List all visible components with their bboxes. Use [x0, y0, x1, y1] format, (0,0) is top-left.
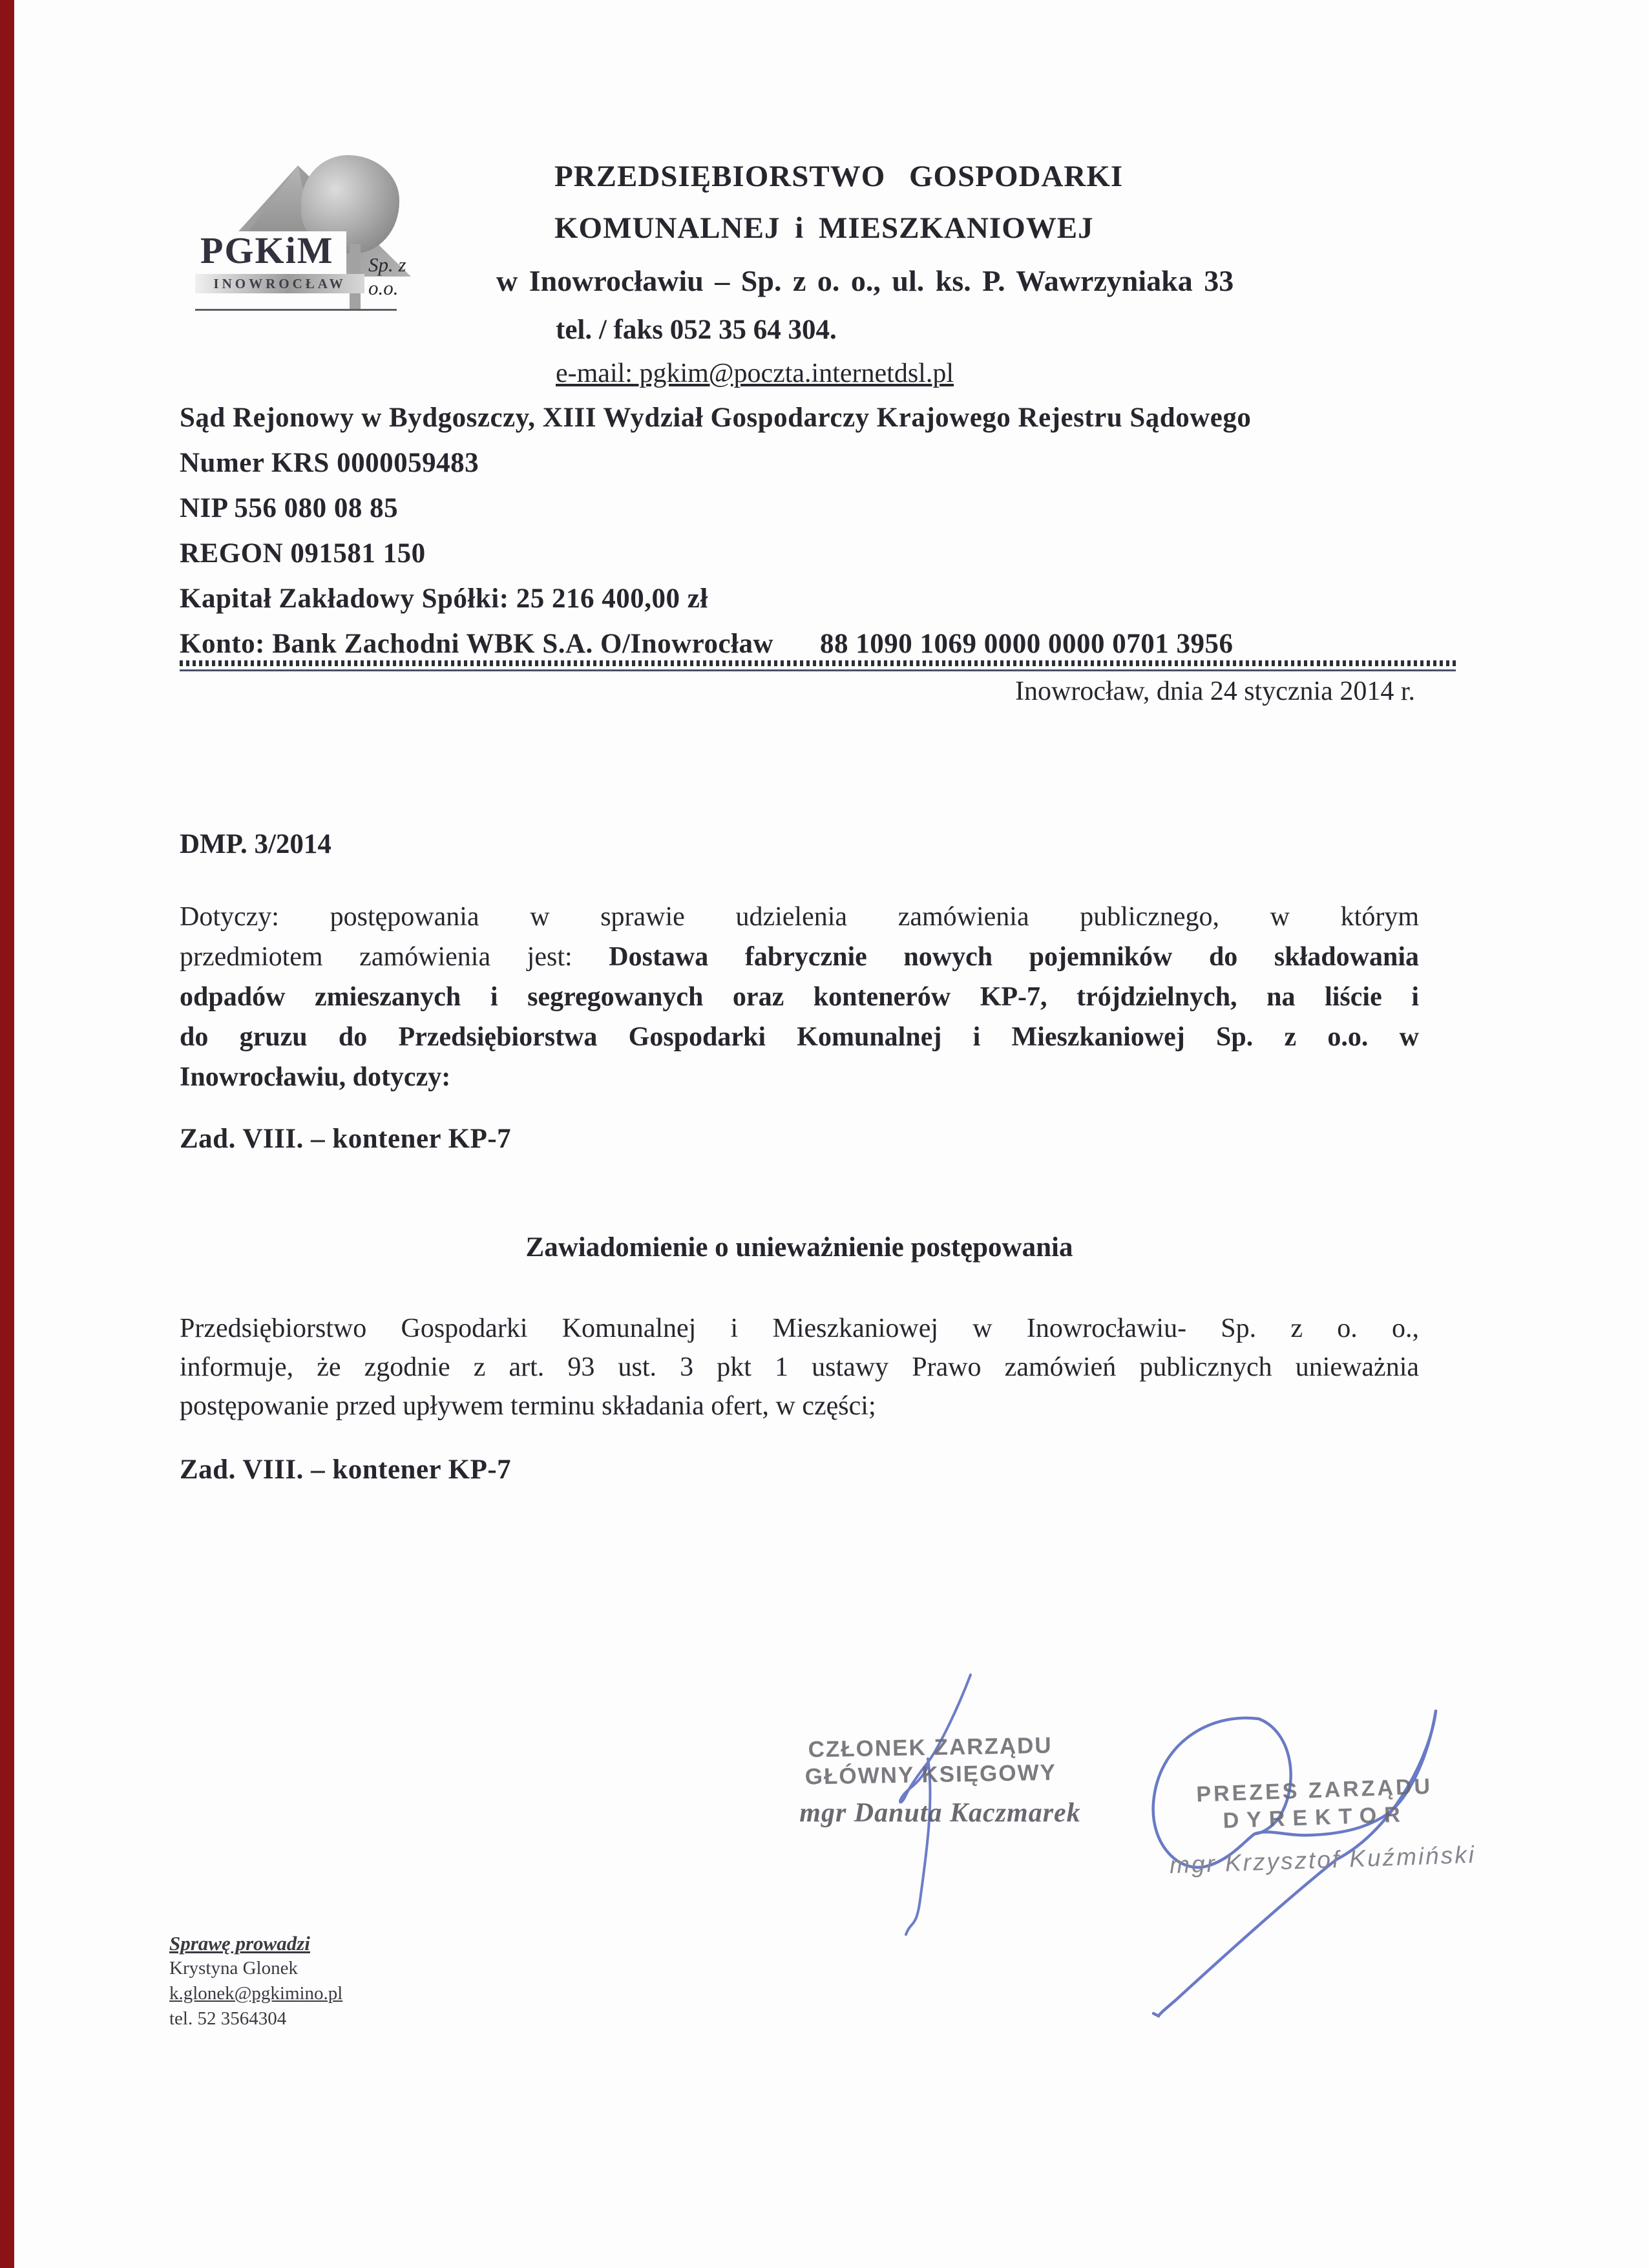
reference-number: DMP. 3/2014: [180, 829, 331, 859]
body-line: Przedsiębiorstwo Gospodarki Komunalnej i Mieszkaniowej w Inowrocławiu- Sp. z o. o.,: [180, 1314, 1419, 1343]
logo-company-suffix: Sp. z o.o.: [368, 253, 406, 299]
case-handler-heading: Sprawę prowadzi: [169, 1932, 310, 1955]
letterhead-line-1: PRZEDSIĘBIORSTWO GOSPODARKI: [554, 160, 1124, 193]
stamp-left-title-1: CZŁONEK ZARZĄDU: [808, 1732, 1053, 1763]
body-paragraph: [180, 1309, 1419, 1425]
logo-acronym: PGKiM: [200, 229, 334, 271]
logo-divider-line: [195, 309, 397, 311]
registry-regon-line: REGON 091581 150: [180, 538, 426, 569]
case-handler-email: k.glonek@pgkimino.pl: [169, 1983, 343, 2004]
subject-line: do gruzu do Przedsiębiorstwa Gospodarki Komunalnej i Mieszkaniowej Sp. z o.o. w: [180, 1022, 1419, 1052]
subject-line: przedmiotem zamówienia jest: Dostawa fabrycznie nowych pojemników do składowania: [180, 942, 1419, 972]
letterhead-line-2: KOMUNALNEJ i MIESZKANIOWEJ: [554, 211, 1094, 245]
registry-court-line: Sąd Rejonowy w Bydgoszczy, XIII Wydział Gospodarczy Krajowego Rejestru Sądowego: [180, 403, 1252, 433]
letterhead-address: w Inowrocławiu – Sp. z o. o., ul. ks. P. Wawrzyniaka 33: [496, 264, 1234, 297]
solid-separator-rule: [180, 669, 1456, 671]
registry-nip-line: NIP 556 080 08 85: [180, 493, 399, 523]
subject-line: odpadów zmieszanych i segregowanych oraz kontenerów KP-7, trójdzielnych, na liście i: [180, 982, 1419, 1012]
stamp-chief-accountant: [768, 1732, 1092, 1792]
bank-account-number: 88 1090 1069 0000 0000 0701 3956: [820, 629, 1234, 659]
stamp-right-title-1: PREZES ZARZĄDU: [1195, 1774, 1433, 1807]
notice-title: Zawiadomienie o unieważnienie postępowania: [525, 1232, 1073, 1263]
stamp-right-name: mgr Krzysztof Kuźmiński: [1169, 1841, 1476, 1879]
case-handler-block: [169, 1931, 342, 2032]
stamp-left-name: mgr Danuta Kaczmarek: [799, 1798, 1081, 1828]
registry-krs-line: Numer KRS 0000059483: [180, 448, 479, 478]
place-and-date-line: Inowrocław, dnia 24 stycznia 2014 r.: [1015, 677, 1415, 706]
body-line: informuje, że zgodnie z art. 93 ust. 3 pkt 1 ustawy Prawo zamówień publicznych unieważnia: [180, 1352, 1419, 1382]
dotted-separator-rule: [180, 660, 1456, 666]
subject-line: Inowrocławiu, dotyczy:: [180, 1062, 451, 1092]
letterhead-email: e-mail: pgkim@poczta.internetdsl.pl: [556, 359, 954, 388]
case-handler-phone: tel. 52 3564304: [169, 2008, 287, 2029]
bank-account-label: Konto: Bank Zachodni WBK S.A. O/Inowrocław: [180, 629, 774, 659]
letterhead-phone: tel. / faks 052 35 64 304.: [556, 315, 837, 345]
company-logo: [193, 147, 412, 319]
task-heading-2: Zad. VIII. – kontener KP-7: [180, 1454, 512, 1485]
scan-edge-artifact: [0, 0, 14, 2268]
handwritten-signatures: [808, 1654, 1518, 2100]
case-handler-name: Krystyna Glonek: [169, 1958, 298, 1979]
logo-city-band: INOWROCŁAW: [195, 274, 364, 293]
stamp-left-title-2: GŁÓWNY KSIĘGOWY: [804, 1759, 1057, 1790]
stamp-president-director: [1169, 1772, 1462, 1836]
subject-paragraph: [180, 897, 1419, 1097]
body-line: postępowanie przed upływem terminu składania ofert, w części;: [180, 1391, 876, 1421]
company-registry-block: [180, 395, 1459, 667]
subject-line: Dotyczy: postępowania w sprawie udzielenia zamówienia publicznego, w którym: [180, 902, 1419, 932]
task-heading-1: Zad. VIII. – kontener KP-7: [180, 1124, 512, 1154]
registry-capital-line: Kapitał Zakładowy Spółki: 25 216 400,00 zł: [180, 583, 708, 614]
stamp-right-title-2: DYREKTOR: [1223, 1802, 1409, 1833]
